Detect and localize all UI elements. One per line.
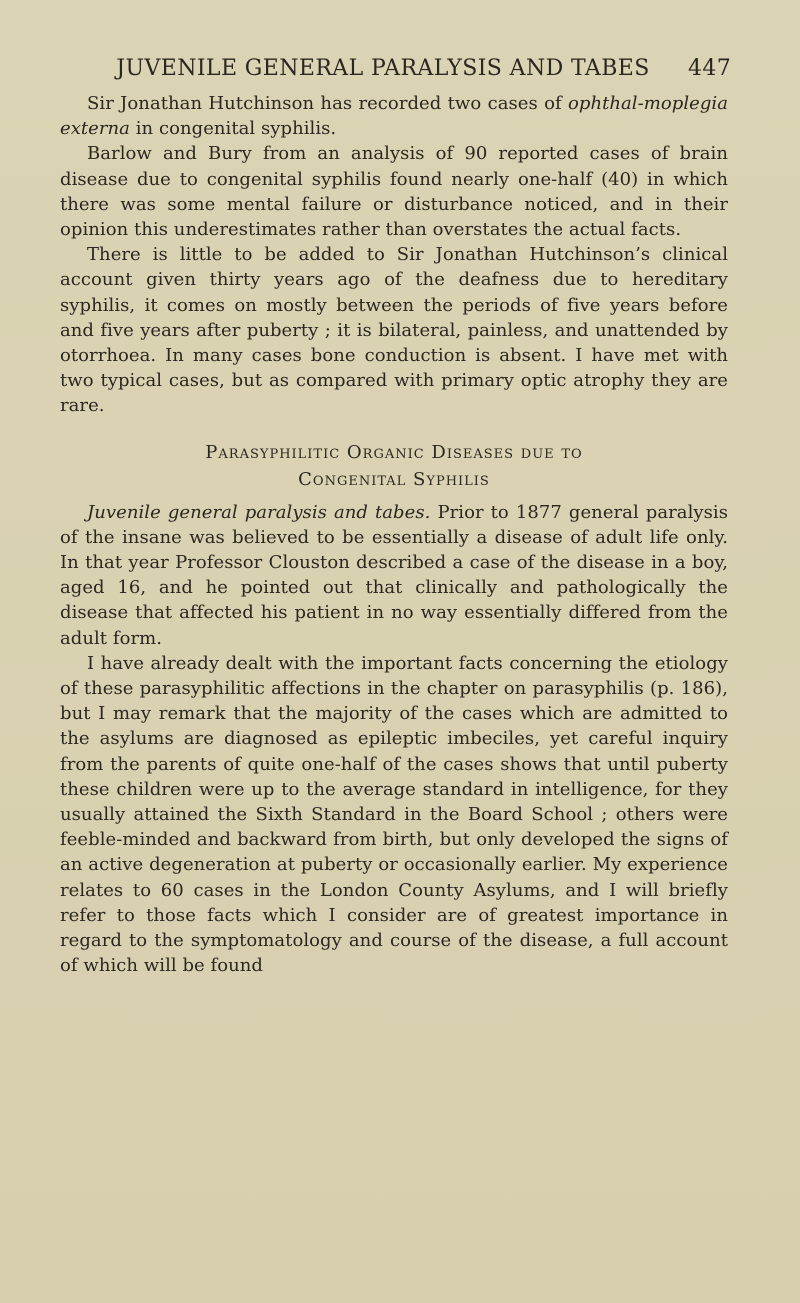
ophthalmoplegia-term: ophthal-moplegia externa — [60, 93, 728, 140]
body-text — [60, 91, 728, 979]
paragraph-3 — [60, 242, 728, 418]
section-heading — [60, 439, 728, 493]
paragraph-4 — [60, 500, 728, 651]
paragraph-1-text: Sir Jonathan Hutchinson has recorded two cases of — [87, 93, 568, 114]
paragraph-2 — [60, 141, 728, 242]
paragraph-1 — [60, 91, 728, 141]
paragraph-3-text: There is little to be added to Sir Jonathan Hutchinson’s clinical account given thirty years ago of the deafness due to hereditary syphilis, it comes on mostly between the periods of five years before and five years after puberty ; it is bilateral, painless, and unattended by otorrhoea. In many cases bone conduction is absent. I have met with two typical cases, but as compared with primary optic atrophy they are rare. — [60, 244, 728, 417]
paragraph-5 — [60, 651, 728, 979]
paragraph-4-italic-lead: Juvenile general paralysis and tabes. — [87, 501, 431, 523]
paragraph-2-text: Barlow and Bury from an analysis of 90 reported cases of brain disease due to congenital syphilis found nearly one-half (40) in which there was some mental failure or disturbance noticed, and in their opinion this underestimates rather than overstates the actual facts. — [60, 143, 728, 241]
page-number: 447 — [688, 56, 732, 81]
paragraph-5-text: I have already dealt with the important facts concerning the etiology of these parasyphilitic affections in the chapter on parasyphilis (p. 186), but I may remark that the majority of the cases which are admitted to the asylums are diagnosed as epileptic imbeciles, yet careful inquiry from the parents of quite one-half of the cases shows that until puberty these children were up to the average standard in intelligence, for they usually attained the Sixth Standard in the Board School ; others were feeble-minded and backward from birth, but only developed the signs of an active degeneration at puberty or occasionally earlier. My experience relates to 60 cases in the London County Asylums, and I will briefly refer to those facts which I consider are of greatest importance in regard to the symptomatology and course of the disease, a full account of which will be found — [60, 652, 728, 977]
running-title: JUVENILE GENERAL PARALYSIS AND TABES — [116, 56, 650, 81]
paragraph-4-text: Prior to 1877 general paralysis of the insane was believed to be essentially a disease of adult life only. In that year Professor Clouston described a case of the disease in a boy, aged 16, and he pointed out that clinically and pathologically the disease that affected his patient in no way essentially differed from the adult form. — [60, 501, 728, 649]
section-heading-line-1: Parasyphilitic Organic Diseases due to — [205, 441, 583, 463]
section-heading-line-2: Congenital Syphilis — [298, 468, 490, 490]
paragraph-1-tail: in congenital syphilis. — [129, 118, 337, 140]
running-header — [60, 56, 732, 81]
